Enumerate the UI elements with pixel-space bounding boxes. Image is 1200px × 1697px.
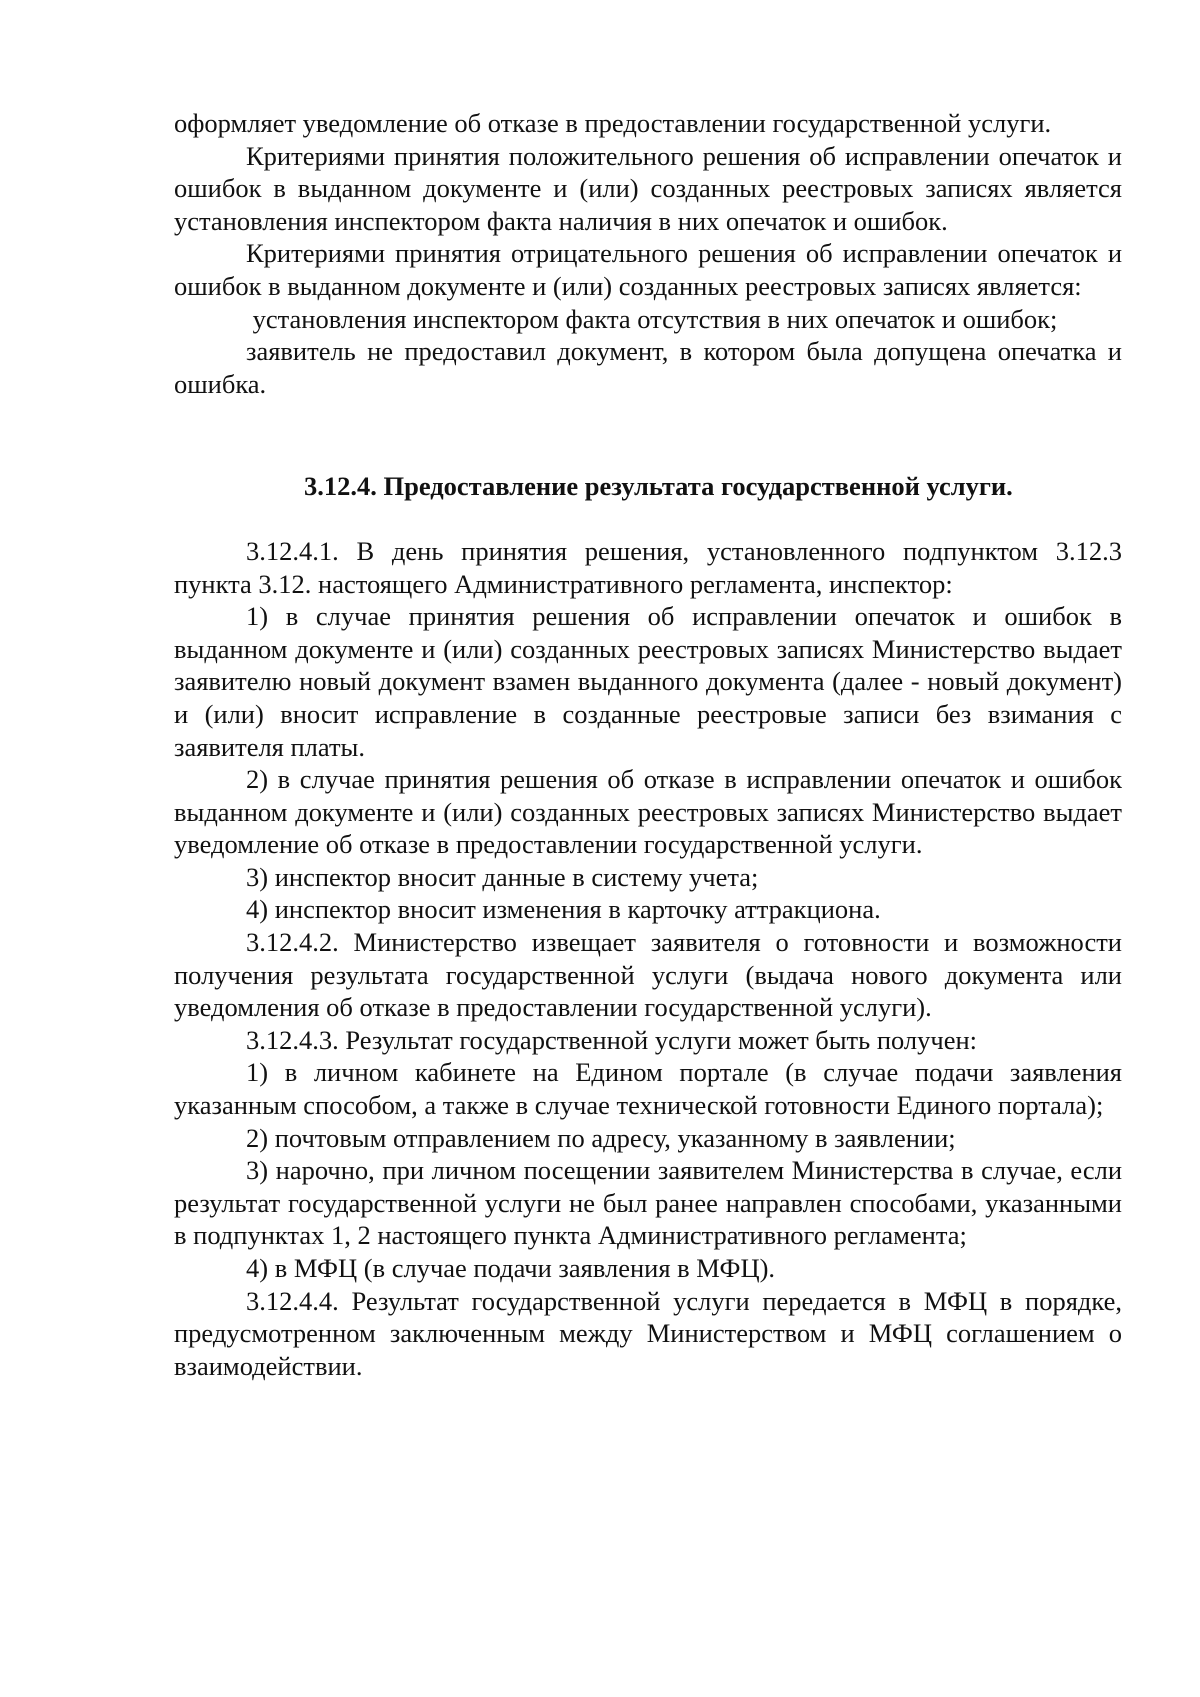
list-item-2: 2) в случае принятия решения об отказе в исправлении опечаток и ошибок выданном документе и (или) созданных реестровых записях Министерство выдает уведомление об отказе в предоставлении государственной услуги. <box>174 764 1122 860</box>
document-page <box>174 107 1122 1382</box>
paragraph-criterion-1: установления инспектором факта отсутствия в них опечаток и ошибок; <box>246 303 1058 334</box>
paragraph-3-12-4-1: 3.12.4.1. В день принятия решения, установленного подпунктом 3.12.3 пункта 3.12. настоящего Административного регламента, инспектор: <box>174 535 1122 599</box>
paragraph-3-12-4-2: 3.12.4.2. Министерство извещает заявителя о готовности и возможности получения результата государственной услуги (выдача нового документа или уведомления об отказе в предоставлении государственной услуги). <box>174 927 1122 1023</box>
paragraph-3-12-4-4: 3.12.4.4. Результат государственной услуги передается в МФЦ в порядке, предусмотренном заключенным между Министерством и МФЦ соглашением о взаимодействии. <box>174 1285 1122 1381</box>
result-method-4: 4) в МФЦ (в случае подачи заявления в МФЦ). <box>246 1253 776 1283</box>
heading-spacer <box>174 503 1122 535</box>
result-method-2: 2) почтовым отправлением по адресу, указанному в заявлении; <box>246 1122 956 1153</box>
section-spacer <box>174 400 1122 470</box>
paragraph-positive-criteria: Критериями принятия положительного решения об исправлении опечаток и ошибок в выданном документе и (или) созданных реестровых записях является установления инспектором факта наличия в них опечаток и ошибок. <box>174 140 1122 236</box>
result-method-1: 1) в личном кабинете на Едином портале (в случае подачи заявления указанным способом, а также в случае технической готовности Единого портала); <box>174 1057 1122 1121</box>
paragraph-negative-criteria: Критериями принятия отрицательного решения об исправлении опечаток и ошибок в выданном документе и (или) созданных реестровых записях является: <box>174 238 1122 301</box>
paragraph-3-12-4-3: 3.12.4.3. Результат государственной услуги может быть получен: <box>246 1024 978 1055</box>
paragraph-criterion-2: заявитель не предоставил документ, в котором была допущена опечатка и ошибка. <box>174 336 1122 399</box>
paragraph-continuation: оформляет уведомление об отказе в предоставлении государственной услуги. <box>174 108 1052 138</box>
list-item-1: 1) в случае принятия решения об исправлении опечаток и ошибок в выданном документе и (или) созданных реестровых записях Министерство выдает заявителю новый документ взамен выданного документа (далее - новый документ) и (или) вносит исправление в созданные реестровые записи без взимания с заявителя платы. <box>174 601 1122 762</box>
result-method-3: 3) нарочно, при личном посещении заявителем Министерства в случае, если результат государственной услуги не был ранее направлен способами, указанными в подпунктах 1, 2 настоящего пункта Административного регламента; <box>174 1155 1122 1251</box>
section-heading: 3.12.4. Предоставление результата государственной услуги. <box>304 471 1013 502</box>
list-item-4: 4) инспектор вносит изменения в карточку аттракциона. <box>246 894 881 925</box>
list-item-3: 3) инспектор вносит данные в систему учета; <box>246 861 759 892</box>
